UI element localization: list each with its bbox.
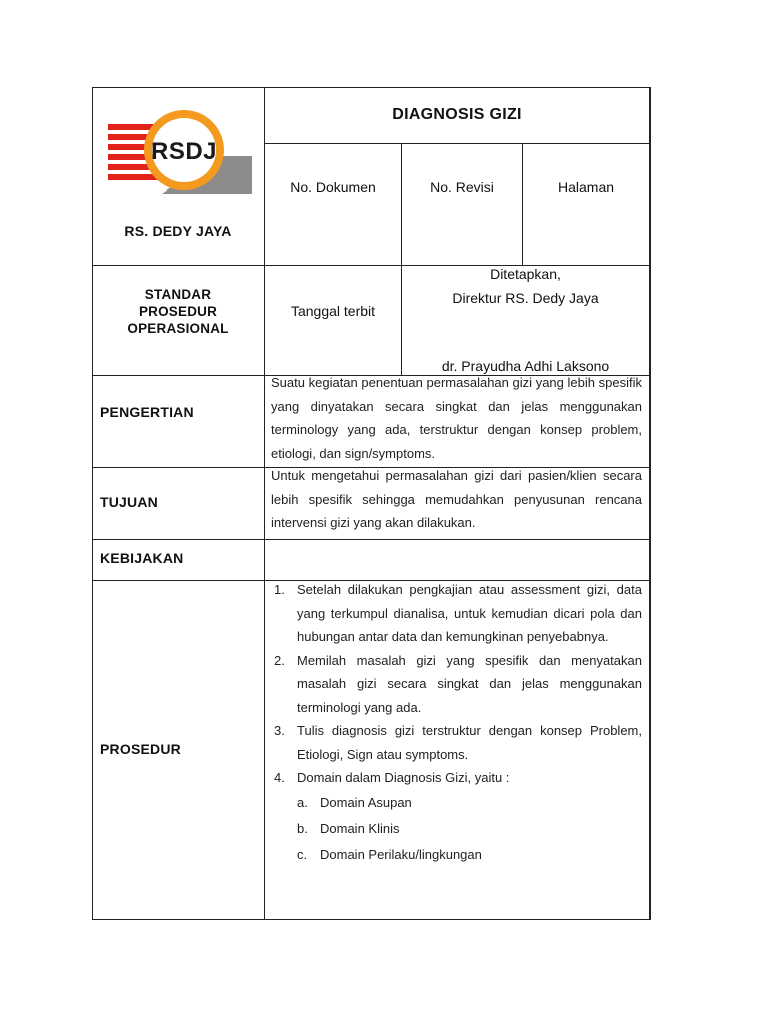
tujuan-label: TUJUAN xyxy=(100,494,158,510)
header-no-dokumen: No. Dokumen xyxy=(290,179,376,195)
step-number: 4. xyxy=(274,770,285,785)
document-title: DIAGNOSIS GIZI xyxy=(392,106,522,123)
logo-red-stripe xyxy=(108,174,158,180)
ditetapkan-label: Ditetapkan, xyxy=(490,266,561,282)
step-number: 3. xyxy=(274,723,285,738)
tujuan-text: Untuk mengetahui permasalahan gizi dari pasien/klien secara lebih spesifik sehingga memudahkan penyusunan rencana intervensi gizi yang akan dilakukan. xyxy=(271,468,642,530)
signatory-name: dr. Prayudha Adhi Laksono xyxy=(441,358,610,374)
domain-text: Domain Klinis xyxy=(320,820,400,836)
domain-letter: c. xyxy=(297,846,308,862)
hospital-name: RS. DEDY JAYA xyxy=(124,223,232,239)
rule-tujuan-bottom xyxy=(92,539,649,540)
prosedur-step xyxy=(274,578,642,649)
step-number: 2. xyxy=(274,652,285,668)
prosedur-step xyxy=(274,766,642,790)
sop-title-line3: OPERASIONAL xyxy=(127,321,229,336)
domain-letter: b. xyxy=(297,820,308,836)
domain-text: Domain Asupan xyxy=(320,794,412,810)
prosedur-step xyxy=(274,649,642,720)
prosedur-label: PROSEDUR xyxy=(100,741,181,757)
hospital-logo xyxy=(106,104,252,194)
direktur-label: Direktur RS. Dedy Jaya xyxy=(452,290,599,306)
domain-item xyxy=(274,847,642,873)
tanggal-terbit-label: Tanggal terbit xyxy=(290,303,376,319)
rule-col-revisi xyxy=(401,143,402,375)
prosedur-step xyxy=(274,719,642,766)
step-text: Setelah dilakukan pengkajian atau assessment gizi, data yang terkumpul dianalisa, untuk kemudian dicari pola dan hubungan antar data dan kemungkinan penyebabnya. xyxy=(297,582,642,644)
sop-title-line1: STANDAR xyxy=(144,287,212,302)
sop-title-line2: PROSEDUR xyxy=(138,304,218,319)
domain-letter: a. xyxy=(297,794,308,810)
step-text: Memilah masalah gizi yang spesifik dan menyatakan masalah gizi secara singkat dan jelas menggunakan terminologi yang ada. xyxy=(297,652,642,715)
sop-title xyxy=(92,286,264,337)
header-halaman: Halaman xyxy=(557,179,615,195)
pengertian-text: Suatu kegiatan penentuan permasalahan gizi yang lebih spesifik yang dinyatakan secara singkat dan jelas menggunakan terminology yang ada, terstruktur dengan konsep problem, etiologi, dan sign/symptoms. xyxy=(271,375,642,461)
kebijakan-label: KEBIJAKAN xyxy=(100,550,184,566)
rule-label-column xyxy=(264,87,265,920)
rule-col-halaman xyxy=(522,143,523,265)
domain-item xyxy=(274,795,642,821)
domain-item xyxy=(274,821,642,847)
header-no-revisi: No. Revisi xyxy=(430,179,494,195)
prosedur-steps xyxy=(274,578,642,873)
logo-text: RSDJ xyxy=(150,138,218,165)
step-number: 1. xyxy=(274,582,285,597)
pengertian-label: PENGERTIAN xyxy=(100,404,194,420)
rule-title-bottom xyxy=(265,143,649,144)
step-text: Domain dalam Diagnosis Gizi, yaitu : xyxy=(297,770,510,785)
domain-text: Domain Perilaku/lingkungan xyxy=(320,846,482,862)
step-text: Tulis diagnosis gizi terstruktur dengan konsep Problem, Etiologi, Sign atau symptoms. xyxy=(297,723,642,762)
